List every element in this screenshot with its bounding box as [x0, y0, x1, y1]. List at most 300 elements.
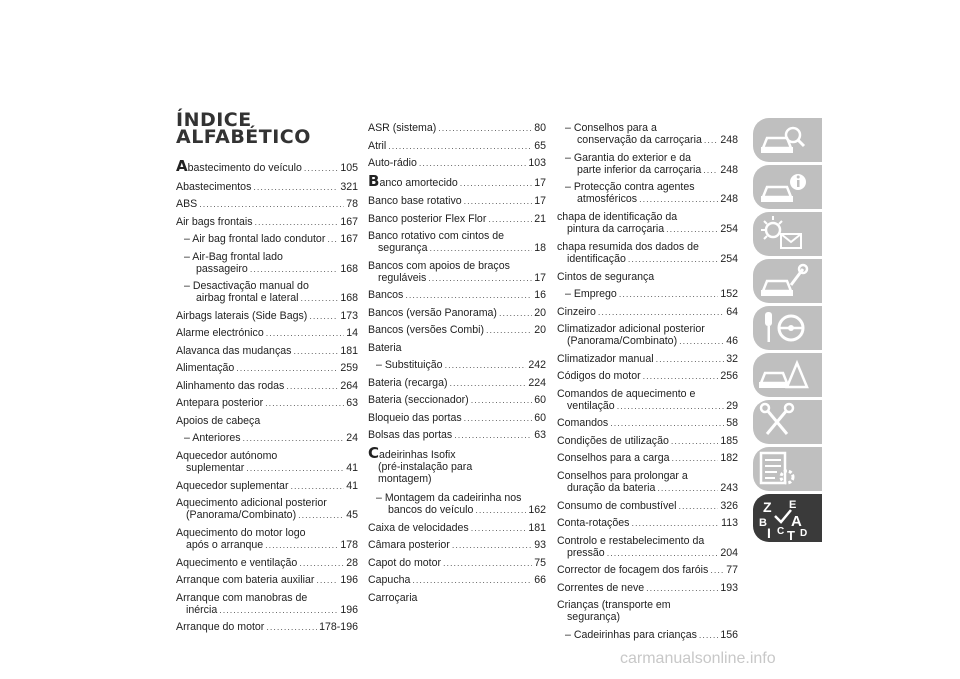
leader-dots [388, 140, 532, 152]
entry-label-cont: montagem) [378, 472, 432, 485]
index-entry [557, 388, 738, 412]
index-entry [557, 599, 738, 623]
index-entry [368, 140, 546, 152]
leader-dots [454, 429, 532, 441]
entry-label-line1: Comandos de aquecimento e [557, 387, 696, 400]
page-title [176, 109, 311, 148]
index-entry [176, 198, 358, 210]
entry-label-line1: – Conselhos para a [565, 122, 657, 134]
page-number: 178-196 [319, 621, 358, 634]
entry-label-line1: – Garantia do exterior e da [565, 151, 692, 164]
index-entry [368, 539, 546, 551]
index-entry [368, 429, 546, 441]
leader-dots [464, 195, 533, 207]
index-entry [368, 522, 546, 534]
entry-label: Bancos (versão Panorama) [368, 306, 497, 319]
section-letter: C [368, 443, 380, 462]
page-number: 167 [340, 233, 358, 245]
entry-label-text: adeirinhas Isofix [379, 448, 456, 461]
leader-dots [666, 223, 718, 235]
index-entry [557, 452, 738, 464]
page-number: 45 [346, 509, 358, 522]
page-number: 181 [340, 344, 358, 357]
page-number: 254 [720, 223, 738, 236]
leader-dots [419, 157, 526, 169]
index-entry [557, 353, 738, 365]
entry-label: Conta-rotações [557, 517, 630, 530]
page-number: 66 [534, 574, 546, 586]
index-entry [557, 181, 738, 205]
leader-dots [316, 574, 338, 586]
leader-dots [475, 504, 526, 516]
entry-label-line1: – Desactivação manual do [184, 280, 309, 293]
page-number: 152 [720, 288, 738, 300]
entry-label: Bateria (seccionador) [368, 394, 469, 407]
index-entry [368, 122, 546, 134]
index-entry [368, 557, 546, 569]
leader-dots [639, 193, 718, 205]
index-entry [176, 345, 358, 357]
leader-dots [255, 216, 339, 228]
page-number: 264 [340, 379, 358, 392]
entry-label: Aquecedor suplementar [176, 479, 289, 492]
entry-label: ventilação [567, 399, 615, 412]
entry-label-line1: Aquecedor autónomo [176, 449, 278, 462]
tab-warning-lights[interactable] [753, 212, 822, 256]
entry-label: reguláveis [378, 271, 427, 284]
page-number: 242 [528, 359, 546, 372]
page-number: 105 [340, 162, 358, 174]
index-entry [557, 306, 738, 318]
page-number: 20 [534, 324, 546, 337]
page-number: 24 [346, 432, 358, 445]
page-number: 248 [720, 134, 738, 146]
leader-dots [710, 564, 724, 576]
tab-alphabetical-index[interactable] [753, 494, 822, 542]
leader-dots [266, 327, 344, 339]
index-entry [176, 310, 358, 322]
leader-dots [499, 307, 532, 319]
entry-label-line1: – Protecção contra agentes [565, 181, 695, 194]
page-number: 196 [340, 574, 358, 586]
index-entry [368, 213, 546, 225]
page-title-line-2: ALFABÉTICO [176, 126, 311, 148]
entry-label: Condições de utilização [557, 434, 669, 447]
leader-dots [460, 177, 532, 189]
index-entry [176, 280, 358, 304]
page-number: 16 [534, 289, 546, 302]
entry-label: Alinhamento das rodas [176, 379, 285, 392]
page-number: 162 [528, 503, 546, 516]
index-entry [557, 517, 738, 529]
leader-dots [471, 394, 533, 406]
index-entry [368, 359, 546, 371]
leader-dots [219, 604, 338, 616]
index-entry [176, 397, 358, 409]
tab-technical-data[interactable] [753, 447, 822, 491]
key-steering-wheel-icon [753, 306, 822, 350]
entry-label-line1: Aquecimento adicional posterior [176, 497, 327, 510]
entry-label: parte inferior da carroçaria [577, 163, 702, 176]
index-entry [176, 362, 358, 374]
page-number: 224 [528, 376, 546, 389]
page-number: 46 [726, 335, 738, 347]
index-entry [176, 327, 358, 339]
entry-label-line1: Conselhos para prolongar a [557, 469, 688, 482]
entry-label: ABS [176, 198, 198, 210]
entry-label: Airbags laterais (Side Bags) [176, 309, 308, 322]
entry-label: Alarme electrónico [176, 327, 264, 340]
page-number: 93 [534, 539, 546, 551]
page-number: 167 [340, 215, 358, 228]
leader-dots [428, 272, 532, 284]
index-entry [368, 171, 546, 190]
leader-dots [617, 400, 725, 412]
page-title-line-1: ÍNDICE [176, 109, 252, 131]
leader-dots [293, 345, 338, 357]
index-entry [176, 233, 358, 245]
page-number: 248 [720, 163, 738, 176]
entry-label: Atril [368, 139, 387, 152]
page-number: 63 [346, 397, 358, 410]
leader-dots [610, 417, 724, 429]
leader-dots [199, 198, 344, 210]
index-entry [557, 211, 738, 235]
entry-label: Caixa de velocidades [368, 521, 469, 534]
page-number: 60 [534, 394, 546, 407]
index-entry [557, 470, 738, 494]
page-number: 41 [346, 479, 358, 492]
entry-label: Códigos do motor [557, 370, 641, 383]
index-entry [176, 497, 358, 521]
leader-dots [236, 362, 338, 374]
entry-label: Correntes de neve [557, 581, 645, 594]
page-number: 29 [726, 399, 738, 412]
alphabet-letter: B [759, 517, 767, 529]
index-entry [557, 564, 738, 576]
page-number: 196 [340, 603, 358, 616]
index-entry [557, 629, 738, 641]
index-entry [176, 157, 358, 175]
leader-dots [598, 306, 724, 318]
page-number: 168 [340, 292, 358, 305]
entry-label-cont: (pré-instalação para [378, 460, 473, 473]
leader-dots [429, 242, 532, 254]
page-number: 60 [534, 411, 546, 424]
entry-label: Abastecimentos [176, 180, 252, 193]
index-entry [176, 181, 358, 193]
index-entry [557, 417, 738, 429]
page-number: 32 [726, 352, 738, 365]
index-entry [368, 307, 546, 319]
entry-label: atmosféricos [577, 193, 638, 206]
index-entry [368, 412, 546, 424]
index-entry [368, 377, 546, 389]
index-entry [176, 380, 358, 392]
leader-dots [657, 482, 718, 494]
entry-label-line1: chapa resumida dos dados de [557, 240, 699, 253]
page-number: 248 [720, 193, 738, 206]
page-number: 17 [534, 176, 546, 189]
entry-label: – Emprego [565, 288, 617, 300]
section-letter: B [368, 171, 380, 190]
leader-dots [327, 233, 338, 245]
index-entry [557, 152, 738, 176]
entry-label: – Anteriores [184, 432, 241, 445]
entry-label-line1: – Montagem da cadeirinha nos [376, 491, 522, 504]
leader-dots [253, 181, 338, 193]
entry-label: Banco base rotativo [368, 195, 462, 207]
leader-dots [309, 310, 338, 322]
entry-label [368, 443, 456, 462]
entry-label: Carroçaria [368, 591, 418, 604]
leader-dots [300, 292, 338, 304]
warning-light-envelope-icon [753, 212, 822, 256]
index-entry [176, 574, 358, 586]
entry-label: Auto-rádio [368, 157, 417, 169]
leader-dots [405, 289, 532, 301]
index-entry [557, 435, 738, 447]
page-number: 321 [340, 180, 358, 193]
index-entry [557, 323, 738, 347]
entry-label-line1: Crianças (transporte em [557, 599, 671, 612]
entry-label: inércia [186, 603, 218, 616]
page-number: 28 [346, 556, 358, 569]
index-entry [557, 500, 738, 512]
index-entry [368, 492, 546, 516]
leader-dots [250, 263, 338, 275]
entry-label: Arranque do motor [176, 621, 265, 634]
entry-label: Comandos [557, 417, 609, 430]
index-entry [557, 288, 738, 300]
leader-dots [452, 539, 532, 551]
leader-dots [703, 164, 718, 176]
alphabet-letter: Z [763, 499, 772, 515]
entry-label: Alavanca das mudanças [176, 344, 292, 357]
page-number: 113 [721, 517, 738, 530]
page-number: 64 [726, 305, 738, 318]
entry-label: Aquecimento e ventilação [176, 556, 298, 569]
entry-label: Bancos [368, 289, 404, 302]
page-number: 182 [720, 452, 738, 465]
entry-label: após o arranque [186, 538, 264, 551]
entry-label: Antepara posterior [176, 397, 264, 410]
entry-label-line1: Bancos com apoios de braços [368, 259, 510, 272]
tab-car-maintenance[interactable] [753, 259, 822, 303]
index-entry [176, 450, 358, 474]
index-entry [368, 574, 546, 586]
entry-label: (Panorama/Combinato) [567, 335, 678, 347]
entry-label: Capucha [368, 574, 411, 586]
index-entry [557, 241, 738, 265]
leader-dots [643, 370, 719, 382]
entry-label-line1: Controlo e restabelecimento da [557, 534, 705, 547]
index-entry [368, 394, 546, 406]
page-number: 103 [528, 157, 546, 169]
leader-dots [443, 557, 532, 569]
leader-dots [265, 539, 338, 551]
index-entry [176, 415, 358, 427]
leader-dots [646, 582, 718, 594]
entry-label: Cinzeiro [557, 305, 596, 318]
entry-label: conservação da carroçaria [577, 134, 702, 146]
index-entry [557, 271, 738, 283]
entry-label-text: anco amortecido [379, 176, 458, 189]
page-number: 256 [720, 370, 738, 383]
index-entry [176, 592, 358, 616]
entry-label: Apoios de cabeça [176, 414, 261, 427]
leader-dots [699, 629, 718, 641]
index-entry [557, 370, 738, 382]
leader-dots [656, 353, 725, 365]
page-number: 58 [726, 417, 738, 430]
page-number: 65 [534, 139, 546, 152]
index-entry [368, 157, 546, 169]
checklist-gear-icon [753, 447, 822, 491]
tab-maintenance[interactable] [753, 400, 822, 444]
index-entry [176, 216, 358, 228]
leader-dots [298, 509, 344, 521]
leader-dots [607, 547, 719, 559]
entry-label [368, 171, 458, 190]
entry-label: – Air bag frontal lado condutor [184, 233, 326, 245]
leader-dots [438, 122, 532, 134]
page-number: 17 [534, 271, 546, 284]
entry-label: Bloqueio das portas [368, 411, 462, 424]
index-entry [557, 535, 738, 559]
entry-label: duração da bateria [567, 481, 656, 494]
index-entry [368, 443, 546, 485]
index-entry [368, 592, 546, 604]
page-number: 181 [528, 521, 546, 534]
page-number: 173 [340, 309, 358, 322]
entry-label: segurança) [567, 611, 620, 624]
leader-dots [266, 621, 317, 633]
leader-dots [488, 213, 532, 225]
page-number: 156 [720, 629, 738, 641]
entry-label-line1: chapa de identificação da [557, 211, 678, 224]
entry-label: suplementar [186, 461, 245, 474]
tab-emergency[interactable] [753, 353, 822, 397]
wrench-tools-icon [753, 400, 822, 444]
page-number: 75 [534, 556, 546, 569]
page-number: 259 [340, 362, 358, 375]
page-number: 77 [726, 564, 738, 577]
alphabet-letter: T [787, 528, 795, 542]
entry-label: Câmara posterior [368, 539, 450, 551]
index-entry [176, 621, 358, 633]
entry-label: Conselhos para a carga [557, 452, 670, 465]
leader-dots [631, 517, 719, 529]
entry-label: identificação [567, 252, 626, 265]
page-number: 41 [346, 461, 358, 474]
page-number: 193 [720, 581, 738, 594]
page-number: 204 [720, 546, 738, 559]
page-number: 243 [720, 481, 738, 494]
entry-label-line1: Arranque com manobras de [176, 591, 308, 604]
index-entry [176, 557, 358, 569]
page-number: 178 [340, 538, 358, 551]
entry-label: Arranque com bateria auxiliar [176, 574, 315, 586]
page-number: 168 [340, 262, 358, 275]
entry-label: pintura da carroçaria [567, 223, 665, 236]
entry-label: airbag frontal e lateral [196, 292, 299, 305]
leader-dots [471, 522, 527, 534]
index-entry [176, 251, 358, 275]
index-entry [368, 324, 546, 336]
alphabet-index-icon [753, 494, 822, 542]
index-entry [368, 195, 546, 207]
entry-label: bancos do veículo [388, 503, 474, 516]
page-number: 14 [346, 327, 358, 340]
index-entry [368, 289, 546, 301]
entry-label: Bolsas das portas [368, 429, 453, 442]
leader-dots [671, 435, 718, 447]
page-number: 17 [534, 195, 546, 207]
car-search-icon [753, 118, 822, 162]
leader-dots [619, 288, 718, 300]
page-number: 254 [720, 252, 738, 265]
entry-label: Corrector de focagem dos faróis [557, 564, 709, 577]
entry-label: passageiro [196, 262, 248, 275]
section-tabs [753, 118, 822, 542]
entry-label: – Cadeirinhas para crianças [565, 629, 697, 641]
page-number: 80 [534, 122, 546, 134]
page-number: 78 [346, 198, 358, 210]
index-entry [176, 480, 358, 492]
tab-car-info[interactable] [753, 165, 822, 209]
tab-car-search[interactable] [753, 118, 822, 162]
entry-label: Bateria (recarga) [368, 376, 448, 389]
entry-label-text: bastecimento do veículo [187, 162, 302, 174]
leader-dots [671, 452, 718, 464]
index-entry [368, 260, 546, 284]
leader-dots [464, 412, 533, 424]
leader-dots [299, 557, 344, 569]
leader-dots [704, 134, 718, 146]
tab-driving[interactable] [753, 306, 822, 350]
leader-dots [445, 359, 527, 371]
entry-label-line1: Banco rotativo com cintos de [368, 230, 505, 242]
index-entry [176, 432, 358, 444]
leader-dots [304, 162, 338, 174]
entry-label: segurança [378, 242, 428, 254]
alphabet-letter: E [789, 499, 797, 511]
entry-label: (Panorama/Combinato) [186, 509, 297, 522]
entry-label: Climatizador manual [557, 352, 654, 365]
leader-dots [243, 432, 345, 444]
entry-label: Capot do motor [368, 556, 442, 569]
page-number: 20 [534, 306, 546, 319]
index-entry [557, 122, 738, 146]
entry-label: Cintos de segurança [557, 270, 655, 283]
entry-label-line1: Aquecimento do motor logo [176, 526, 306, 539]
page-number: 18 [534, 242, 546, 254]
alphabet-letter: D [800, 528, 808, 539]
entry-label: ASR (sistema) [368, 122, 437, 134]
car-warning-icon [753, 353, 822, 397]
entry-label [176, 157, 302, 175]
leader-dots [286, 380, 338, 392]
entry-label-line1: – Air-Bag frontal lado [184, 250, 283, 263]
entry-label: – Substituição [376, 359, 443, 372]
leader-dots [449, 377, 526, 389]
entry-label-line1: Climatizador adicional posterior [557, 323, 705, 335]
section-letter: A [176, 157, 188, 175]
leader-dots [679, 335, 724, 347]
leader-dots [265, 397, 344, 409]
leader-dots [412, 574, 532, 586]
